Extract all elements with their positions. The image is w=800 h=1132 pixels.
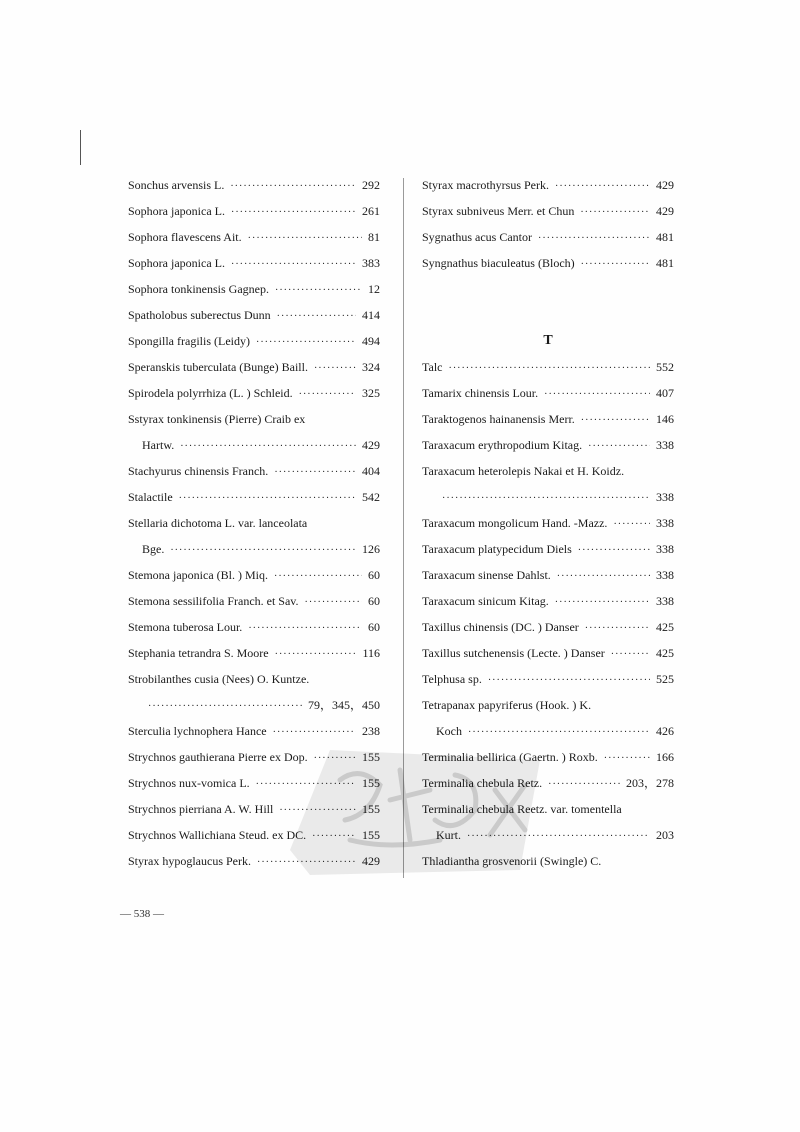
index-entry bbox=[128, 172, 380, 198]
dot-leader bbox=[585, 616, 650, 642]
entry-name: Strychnos nux-vomica L. bbox=[128, 776, 250, 790]
entry-name: Telphusa sp. bbox=[422, 672, 482, 686]
index-entry bbox=[128, 198, 380, 224]
entry-page-numbers: 116 bbox=[362, 646, 380, 660]
t-entries bbox=[422, 354, 674, 874]
entry-page-numbers: 60 bbox=[368, 620, 380, 634]
entry-name: Tamarix chinensis Lour. bbox=[422, 386, 539, 400]
entry-page-numbers: 429 bbox=[362, 854, 380, 868]
dot-leader bbox=[299, 382, 356, 408]
entry-page-numbers: 481 bbox=[656, 256, 674, 270]
index-entry bbox=[128, 666, 380, 692]
entry-name: Strychnos Wallichiana Steud. ex DC. bbox=[128, 828, 307, 842]
index-entry bbox=[128, 744, 380, 770]
entry-name: Strobilanthes cusia (Nees) O. Kuntze. bbox=[128, 672, 310, 686]
entry-page-numbers: 338 bbox=[656, 594, 674, 608]
dot-leader bbox=[468, 720, 650, 746]
entry-name: Stemona japonica (Bl. ) Miq. bbox=[128, 568, 268, 582]
entry-name: Taraxacum mongolicum Hand. -Mazz. bbox=[422, 516, 608, 530]
dot-leader bbox=[613, 512, 650, 538]
entry-name: Kurt. bbox=[436, 828, 461, 842]
dot-leader bbox=[148, 694, 302, 720]
entry-page-numbers: 481 bbox=[656, 230, 674, 244]
dot-leader bbox=[557, 564, 650, 590]
entry-page-numbers: 238 bbox=[362, 724, 380, 738]
entry-page-numbers: 404 bbox=[362, 464, 380, 478]
entry-page-numbers: 261 bbox=[362, 204, 380, 218]
entry-name: Styrax macrothyrsus Perk. bbox=[422, 178, 549, 192]
dot-leader bbox=[548, 772, 620, 798]
dot-leader bbox=[555, 174, 650, 200]
entry-name: Koch bbox=[436, 724, 462, 738]
entry-name: Styrax subniveus Merr. et Chun bbox=[422, 204, 575, 218]
dot-leader bbox=[544, 382, 650, 408]
index-entry bbox=[128, 718, 380, 744]
entry-name: Stemona sessilifolia Franch. et Sav. bbox=[128, 594, 299, 608]
index-entry bbox=[422, 692, 674, 718]
entry-page-numbers: 146 bbox=[656, 412, 674, 426]
entry-page-numbers: 60 bbox=[368, 594, 380, 608]
index-entry bbox=[422, 458, 674, 484]
entry-name: Strychnos pierriana A. W. Hill bbox=[128, 802, 274, 816]
entry-name: Strychnos gauthierana Pierre ex Dop. bbox=[128, 750, 308, 764]
dot-leader bbox=[555, 590, 650, 616]
s-entries-continued bbox=[422, 172, 674, 276]
entry-name: Terminalia bellirica (Gaertn. ) Roxb. bbox=[422, 750, 598, 764]
entry-name: Taraxacum erythropodium Kitag. bbox=[422, 438, 583, 452]
dot-leader bbox=[179, 486, 356, 512]
entry-page-numbers: 12 bbox=[368, 282, 380, 296]
entry-page-numbers: 425 bbox=[656, 620, 674, 634]
entry-name: Spirodela polyrrhiza (L. ) Schleid. bbox=[128, 386, 293, 400]
index-entry bbox=[422, 614, 674, 640]
index-entry bbox=[128, 588, 380, 614]
entry-page-numbers: 338 bbox=[656, 542, 674, 556]
index-entry bbox=[422, 640, 674, 666]
column-divider bbox=[403, 178, 404, 878]
dot-leader bbox=[314, 746, 356, 772]
index-entry bbox=[422, 510, 674, 536]
dot-leader bbox=[578, 538, 650, 564]
entry-page-numbers: 79，345，450 bbox=[307, 698, 380, 712]
entry-page-numbers: 155 bbox=[362, 750, 380, 764]
index-entry bbox=[128, 796, 380, 822]
entry-page-numbers: 407 bbox=[656, 386, 674, 400]
index-entry bbox=[128, 822, 380, 848]
index-entry bbox=[128, 770, 380, 796]
entry-page-numbers: 60 bbox=[368, 568, 380, 582]
index-entry bbox=[422, 848, 674, 874]
entry-page-numbers: 552 bbox=[656, 360, 674, 374]
entry-page-numbers: 324 bbox=[362, 360, 380, 374]
margin-rule bbox=[80, 130, 81, 165]
entry-page-numbers: 338 bbox=[656, 516, 674, 530]
entry-page-numbers: 542 bbox=[362, 490, 380, 504]
entry-name: Spongilla fragilis (Leidy) bbox=[128, 334, 250, 348]
index-entry bbox=[422, 224, 674, 250]
entry-page-numbers: 426 bbox=[656, 724, 674, 738]
entry-name: Stephania tetrandra S. Moore bbox=[128, 646, 269, 660]
index-entry bbox=[422, 666, 674, 692]
entry-name: Sstyrax tonkinensis (Pierre) Craib ex bbox=[128, 412, 306, 426]
entry-name: Tetrapanax papyriferus (Hook. ) K. bbox=[422, 698, 592, 712]
index-entry bbox=[422, 354, 674, 380]
index-entry bbox=[422, 744, 674, 770]
entry-name: Stalactile bbox=[128, 490, 173, 504]
index-entry bbox=[128, 692, 380, 718]
entry-page-numbers: 203 bbox=[656, 828, 674, 842]
entry-page-numbers: 292 bbox=[362, 178, 380, 192]
dot-leader bbox=[277, 304, 356, 330]
index-entry bbox=[128, 328, 380, 354]
entry-page-numbers: 414 bbox=[362, 308, 380, 322]
index-entry bbox=[422, 406, 674, 432]
right-index-column bbox=[422, 172, 674, 874]
index-entry bbox=[422, 588, 674, 614]
entry-name: Sygnathus acus Cantor bbox=[422, 230, 532, 244]
entry-page-numbers: 383 bbox=[362, 256, 380, 270]
entry-page-numbers: 338 bbox=[656, 568, 674, 582]
entry-name: Taxillus sutchenensis (Lecte. ) Danser bbox=[422, 646, 605, 660]
index-entry bbox=[128, 276, 380, 302]
index-entry bbox=[422, 718, 674, 744]
index-entry bbox=[128, 484, 380, 510]
index-entry bbox=[128, 224, 380, 250]
dot-leader bbox=[488, 668, 650, 694]
entry-page-numbers: 126 bbox=[362, 542, 380, 556]
dot-leader bbox=[611, 642, 650, 668]
entry-name: Speranskis tuberculata (Bunge) Baill. bbox=[128, 360, 308, 374]
index-entry bbox=[128, 354, 380, 380]
dot-leader bbox=[580, 200, 650, 226]
entry-name: Sonchus arvensis L. bbox=[128, 178, 225, 192]
entry-name: Sterculia lychnophera Hance bbox=[128, 724, 267, 738]
left-index-column bbox=[128, 172, 380, 874]
index-entry bbox=[128, 250, 380, 276]
entry-name: Hartw. bbox=[142, 438, 175, 452]
entry-name: Terminalia chebula Reetz. var. tomentella bbox=[422, 802, 622, 816]
dot-leader bbox=[279, 798, 356, 824]
dot-leader bbox=[312, 824, 356, 850]
entry-name: Sophora flavescens Ait. bbox=[128, 230, 242, 244]
entry-name: Taraxacum heterolepis Nakai et H. Koidz. bbox=[422, 464, 625, 478]
entry-name: Bge. bbox=[142, 542, 165, 556]
dot-leader bbox=[180, 434, 356, 460]
index-entry bbox=[422, 198, 674, 224]
dot-leader bbox=[256, 330, 356, 356]
entry-name: Styrax hypoglaucus Perk. bbox=[128, 854, 251, 868]
entry-page-numbers: 155 bbox=[362, 776, 380, 790]
dot-leader bbox=[581, 252, 650, 278]
index-entry bbox=[128, 536, 380, 562]
index-entry bbox=[128, 406, 380, 432]
index-entry bbox=[128, 848, 380, 874]
entry-name: Taraxacum sinicum Kitag. bbox=[422, 594, 549, 608]
dot-leader bbox=[273, 720, 356, 746]
dot-leader bbox=[442, 486, 650, 512]
entry-name: Taraktogenos hainanensis Merr. bbox=[422, 412, 575, 426]
entry-page-numbers: 525 bbox=[656, 672, 674, 686]
dot-leader bbox=[257, 850, 356, 876]
index-entry bbox=[422, 484, 674, 510]
index-entry bbox=[422, 770, 674, 796]
entry-name: Sophora tonkinensis Gagnep. bbox=[128, 282, 269, 296]
entry-name: Spatholobus suberectus Dunn bbox=[128, 308, 271, 322]
index-entry bbox=[422, 380, 674, 406]
index-entry bbox=[128, 458, 380, 484]
index-entry bbox=[128, 614, 380, 640]
index-entry bbox=[422, 822, 674, 848]
entry-name: Talc bbox=[422, 360, 443, 374]
entry-name: Syngnathus biaculeatus (Bloch) bbox=[422, 256, 575, 270]
page-number: — 538 — bbox=[120, 908, 164, 920]
entry-page-numbers: 81 bbox=[368, 230, 380, 244]
entry-name: Taraxacum sinense Dahlst. bbox=[422, 568, 551, 582]
entry-page-numbers: 166 bbox=[656, 750, 674, 764]
index-entry bbox=[128, 640, 380, 666]
dot-leader bbox=[581, 408, 650, 434]
entry-page-numbers: 325 bbox=[362, 386, 380, 400]
dot-leader bbox=[588, 434, 650, 460]
index-entry bbox=[422, 536, 674, 562]
dot-leader bbox=[230, 174, 356, 200]
entry-name: Stachyurus chinensis Franch. bbox=[128, 464, 269, 478]
dot-leader bbox=[305, 590, 362, 616]
entry-name: Taxillus chinensis (DC. ) Danser bbox=[422, 620, 579, 634]
index-entry bbox=[422, 172, 674, 198]
entry-name: Taraxacum platypecidum Diels bbox=[422, 542, 572, 556]
index-entry bbox=[128, 432, 380, 458]
index-entry bbox=[422, 432, 674, 458]
dot-leader bbox=[448, 356, 650, 382]
section-letter-heading: T bbox=[543, 333, 553, 348]
dot-leader bbox=[248, 616, 362, 642]
dot-leader bbox=[275, 642, 357, 668]
dot-leader bbox=[274, 460, 356, 486]
entry-page-numbers: 155 bbox=[362, 802, 380, 816]
entry-page-numbers: 425 bbox=[656, 646, 674, 660]
entry-page-numbers: 494 bbox=[362, 334, 380, 348]
dot-leader bbox=[170, 538, 356, 564]
entry-page-numbers: 338 bbox=[656, 490, 674, 504]
entry-page-numbers: 338 bbox=[656, 438, 674, 452]
dot-leader bbox=[275, 278, 362, 304]
entry-name: Thladiantha grosvenorii (Swingle) C. bbox=[422, 854, 602, 868]
dot-leader bbox=[314, 356, 356, 382]
entry-name: Stellaria dichotoma L. var. lanceolata bbox=[128, 516, 308, 530]
index-entry bbox=[128, 302, 380, 328]
entry-page-numbers: 429 bbox=[362, 438, 380, 452]
index-entry bbox=[422, 796, 674, 822]
dot-leader bbox=[231, 252, 356, 278]
index-entry bbox=[422, 562, 674, 588]
entry-page-numbers: 155 bbox=[362, 828, 380, 842]
index-entry bbox=[128, 380, 380, 406]
entry-name: Terminalia chebula Retz. bbox=[422, 776, 543, 790]
dot-leader bbox=[231, 200, 356, 226]
dot-leader bbox=[538, 226, 650, 252]
dot-leader bbox=[467, 824, 650, 850]
dot-leader bbox=[604, 746, 650, 772]
dot-leader bbox=[256, 772, 356, 798]
index-entry bbox=[128, 510, 380, 536]
entry-page-numbers: 429 bbox=[656, 204, 674, 218]
entry-name: Sophora japonica L. bbox=[128, 204, 225, 218]
entry-name: Sophora japonica L. bbox=[128, 256, 225, 270]
index-entry bbox=[128, 562, 380, 588]
entry-page-numbers: 429 bbox=[656, 178, 674, 192]
entry-page-numbers: 203，278 bbox=[625, 776, 674, 790]
index-entry bbox=[422, 250, 674, 276]
entry-name: Stemona tuberosa Lour. bbox=[128, 620, 243, 634]
dot-leader bbox=[274, 564, 362, 590]
dot-leader bbox=[248, 226, 362, 252]
